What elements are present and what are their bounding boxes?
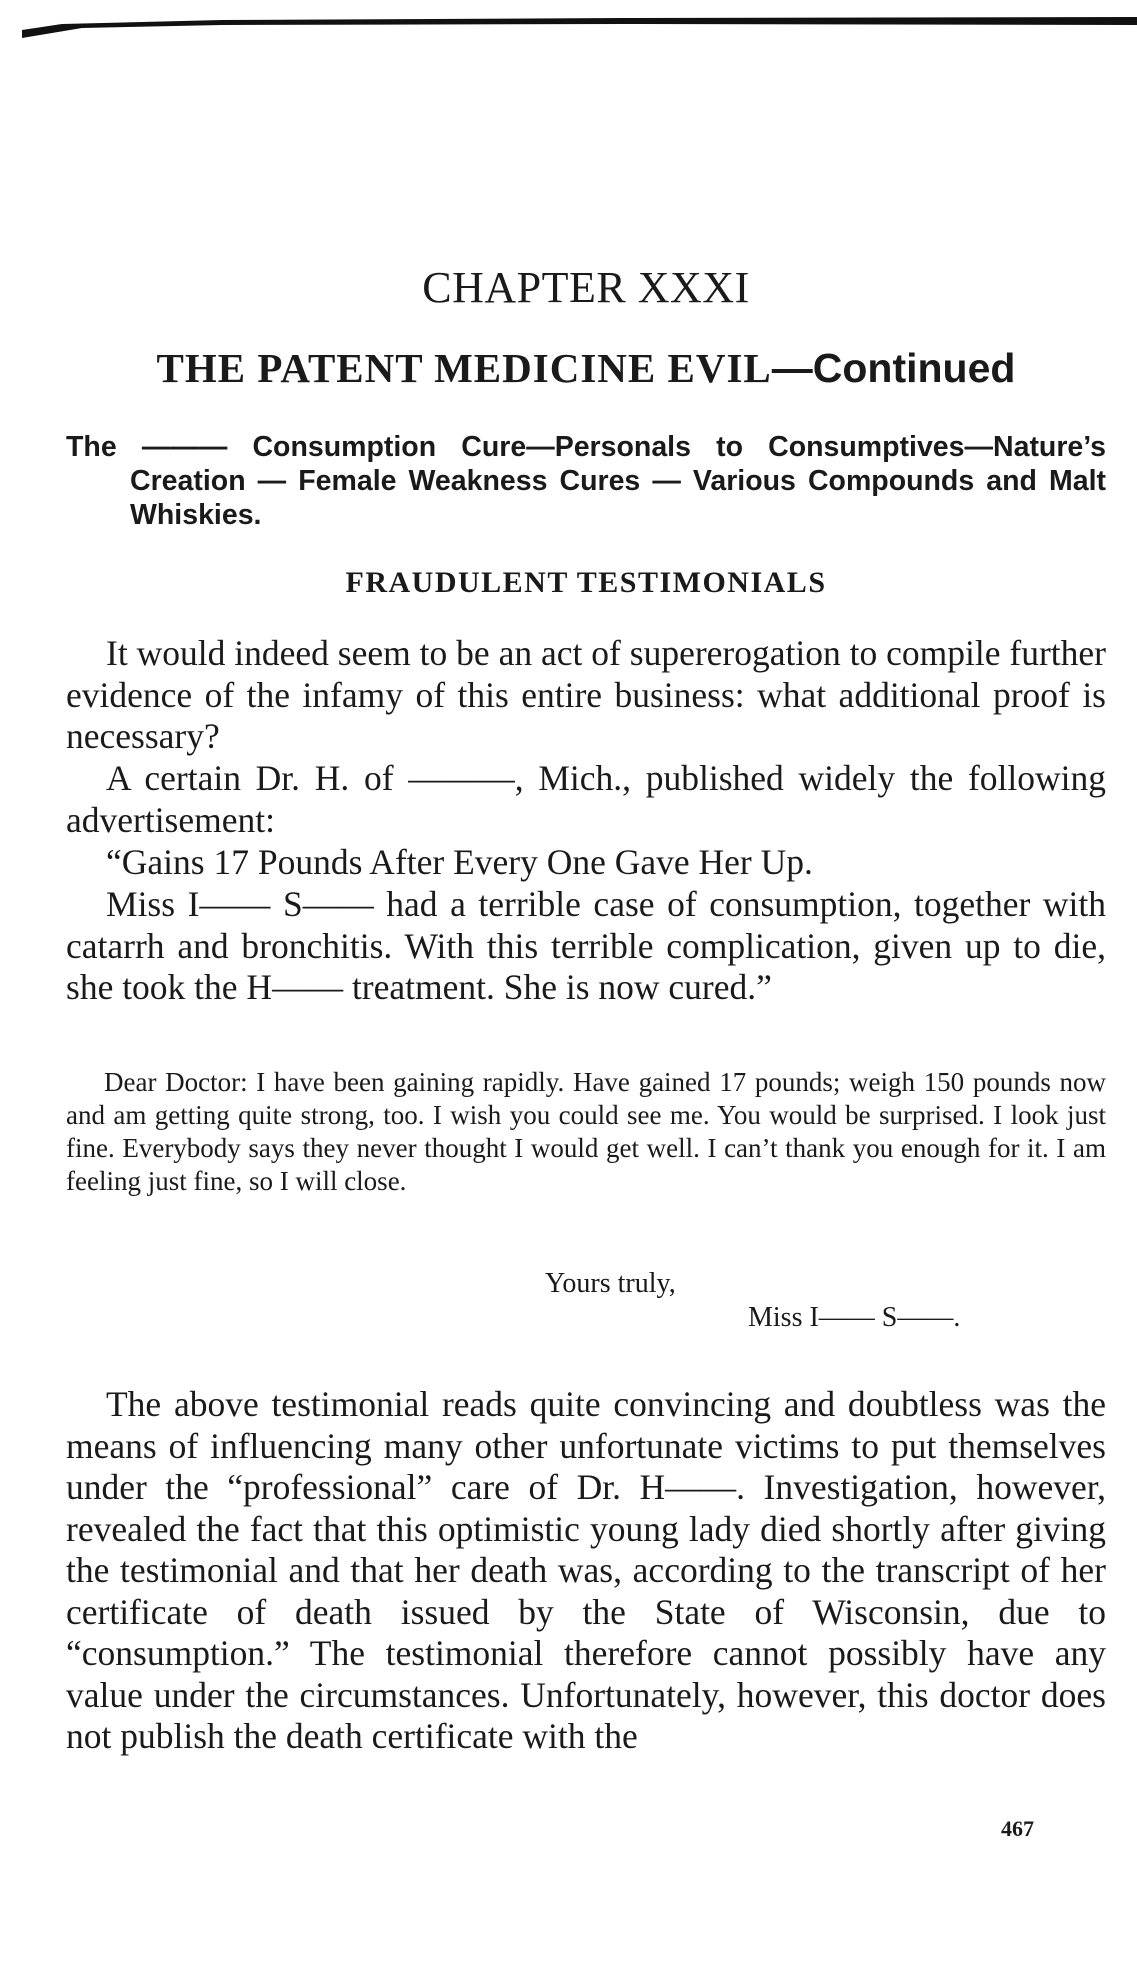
letter-closing: Yours truly, [545,1268,676,1299]
chapter-synopsis: The ——— Consumption Cure—Personals to Consumptives—Nature’s Creation — Female Weakness Cures — Various Compounds and Malt Whiskies. [66,431,1106,531]
testimonial-letter: Dear Doctor: I have been gaining rapidly. Have gained 17 pounds; weigh 150 pounds now and am getting quite strong, too. I wish you could see me. You would be surprised. I look just fine. Everybody says they never thought I would get well. I can’t thank you enough for it. I am feeling just fine, so I will close. [66,1067,1106,1196]
paragraph-2: A certain Dr. H. of ———, Mich., published widely the following advertisement: [66,758,1106,840]
chapter-title-suffix: —Continued [771,345,1016,391]
paragraph-1: It would indeed seem to be an act of supererogation to compile further evidence of the infamy of this entire business: what additional proof is necessary? [66,633,1106,756]
chapter-title [66,344,1106,392]
paragraph-4: Miss I—— S—— had a terrible case of consumption, together with catarrh and bronchitis. With this terrible complication, given up to die, she took the H—— treatment. She is now cured.” [66,884,1106,1007]
top-page-rule [22,14,1137,42]
paragraph-3: “Gains 17 Pounds After Every One Gave Her Up. [106,842,813,882]
page-number: 467 [1001,1816,1034,1841]
chapter-title-main: THE PATENT MEDICINE EVIL [156,345,772,391]
chapter-heading: CHAPTER XXXI [422,263,750,312]
section-subheading: FRAUDULENT TESTIMONIALS [345,566,827,599]
paragraph-5: The above testimonial reads quite convincing and doubtless was the means of influencing many other unfortunate victims to put themselves under the “professional” care of Dr. H——. Investigation, however, revealed the fact that this optimistic young lady died shortly after giving the testimonial and that her death was, according to the transcript of her certificate of death issued by the State of Wisconsin, due to “consumption.” The testimonial therefore cannot possibly have any value under the circumstances. Unfortunately, however, this doctor does not publish the death certificate with the [66,1384,1106,1756]
letter-signature: Miss I—— S——. [748,1302,961,1333]
